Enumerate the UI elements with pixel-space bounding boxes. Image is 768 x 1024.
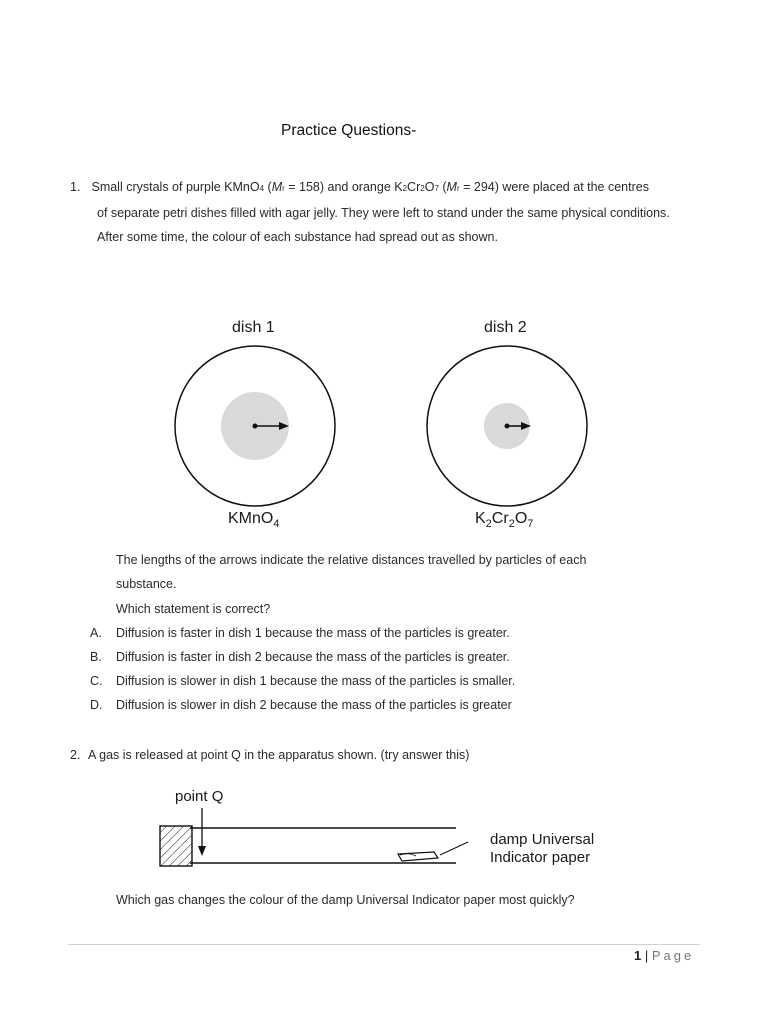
stem-text: Cr <box>407 180 421 194</box>
option-a[interactable] <box>90 621 690 645</box>
mr-symbol: M <box>271 180 283 194</box>
stem-text: Small crystals of purple KMnO <box>91 180 260 194</box>
subscript: 4 <box>273 518 280 531</box>
question-2-number: 2. <box>70 748 81 762</box>
dish-2-label: dish 2 <box>484 319 527 336</box>
question-2-stem <box>70 743 469 767</box>
indicator-paper <box>398 852 438 861</box>
question-2-prompt: Which gas changes the colour of the damp Universal Indicator paper most quickly? <box>116 893 575 907</box>
option-letter: A. <box>90 626 102 640</box>
formula-part: O <box>514 510 528 527</box>
option-letter: D. <box>90 698 103 712</box>
option-letter: B. <box>90 650 102 664</box>
option-c[interactable] <box>90 669 690 693</box>
formula-part: Cr <box>491 510 509 527</box>
question-1-number: 1. <box>70 180 81 194</box>
subscript: r <box>282 184 285 193</box>
page-title: Practice Questions- <box>281 122 417 139</box>
question-1-explanation: The lengths of the arrows indicate the relative distances travelled by particles of each substance. <box>116 553 587 591</box>
footer-page-word: Page <box>651 948 695 963</box>
option-letter: C. <box>90 674 103 688</box>
indicator-paper-label <box>490 831 594 867</box>
point-q-label: point Q <box>175 788 224 805</box>
footer-separator: | <box>644 948 649 963</box>
dish-2 <box>427 346 587 506</box>
formula-part: KMnO <box>228 510 274 527</box>
stopper <box>160 826 192 866</box>
paper-label-leader <box>440 842 468 855</box>
diffusion-tube-figure <box>150 800 470 880</box>
option-text: Diffusion is slower in dish 1 because the mass of the particles is smaller. <box>116 674 516 688</box>
subscript: 4 <box>259 184 265 193</box>
subscript: 2 <box>402 184 408 193</box>
footer-divider <box>68 944 700 945</box>
dish-1-compound <box>228 510 279 530</box>
stem-text: ( <box>438 180 447 194</box>
petri-dish-figure <box>160 310 610 540</box>
formula-part: K <box>475 510 486 527</box>
option-text: Diffusion is faster in dish 1 because the mass of the particles is greater. <box>116 626 510 640</box>
question-1-stem <box>70 175 700 201</box>
option-text: Diffusion is slower in dish 2 because the mass of the particles is greater <box>116 698 512 712</box>
stem-text: = 294) were placed at the centres <box>459 180 649 194</box>
indicator-paper-label-line: Indicator paper <box>490 849 591 866</box>
question-2-text: A gas is released at point Q in the apparatus shown. (try answer this) <box>88 748 470 762</box>
subscript: 7 <box>527 518 534 531</box>
subscript: 7 <box>434 184 439 193</box>
dish-1-label: dish 1 <box>232 319 275 336</box>
question-1-prompt: Which statement is correct? <box>116 602 271 616</box>
option-text: Diffusion is faster in dish 2 because the mass of the particles is greater. <box>116 650 510 664</box>
subscript: r <box>456 184 460 193</box>
question-1-stem-continued: of separate petri dishes filled with agar jelly. They were left to stand under the same physical conditions. <box>97 206 670 220</box>
question-1 <box>70 175 700 249</box>
dish-2-compound <box>475 510 533 530</box>
stem-text: ( <box>264 180 272 194</box>
question-1-stem-after: After some time, the colour of each substance had spread out as shown. <box>97 230 498 244</box>
page-number: 1 <box>634 948 642 963</box>
point-q-arrow-head <box>198 846 206 856</box>
subscript: 2 <box>485 518 492 531</box>
subscript: 2 <box>508 518 515 531</box>
subscript: 2 <box>420 184 425 193</box>
answer-options <box>90 621 690 717</box>
stem-text: O <box>424 180 435 194</box>
option-b[interactable] <box>90 645 690 669</box>
page-footer <box>634 948 694 963</box>
mr-symbol: M <box>446 180 457 194</box>
dish-1 <box>175 346 335 506</box>
option-d[interactable] <box>90 693 690 717</box>
stem-text: = 158) and orange K <box>284 180 403 194</box>
indicator-paper-label-line: damp Universal <box>490 831 595 848</box>
